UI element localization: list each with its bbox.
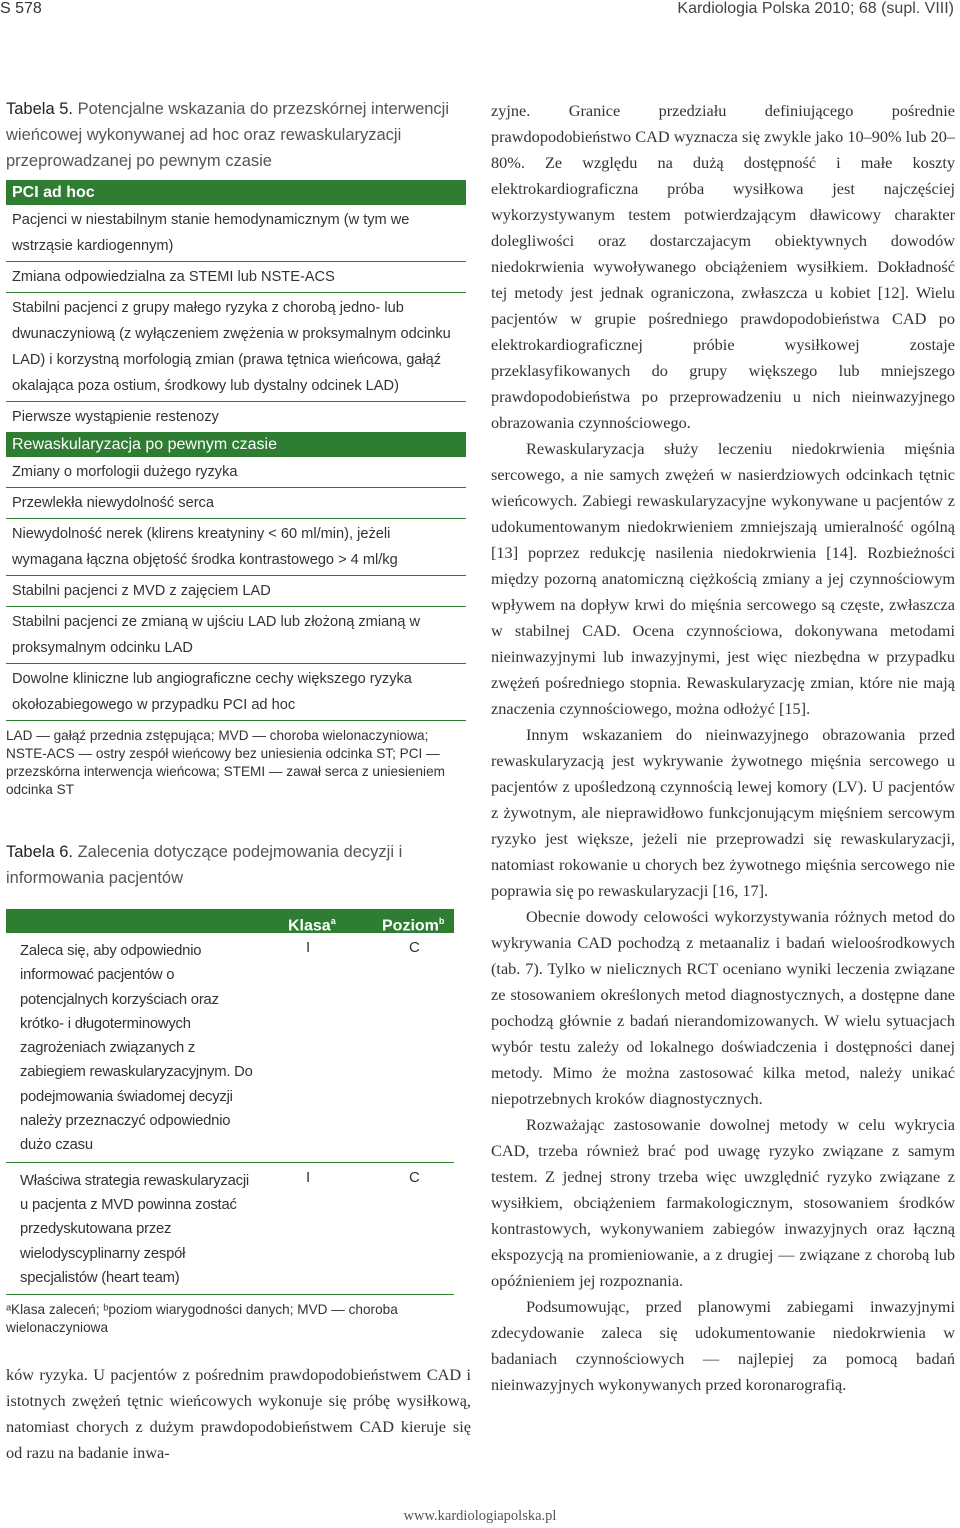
table-row: Zmiany o morfologii dużego ryzyka [12, 464, 238, 480]
column-poziom: Poziom$^b$ [382, 916, 445, 935]
table5-section1-rows [6, 205, 466, 432]
klasa-value: I [306, 939, 311, 956]
table6 [6, 909, 454, 1295]
journal-citation: Kardiologia Polska 2010; 68 (supl. VIII) [677, 0, 954, 17]
table-row: Stabilni pacjenci z MVD z zajęciem LAD [6, 575, 466, 606]
table5-section-delayed: Rewaskularyzacja po pewnym czasie [6, 432, 466, 457]
table6-caption [6, 839, 466, 891]
table5-section-pci-ad-hoc: PCI ad hoc [6, 180, 466, 205]
table5-caption-text: Potencjalne wskazania do przezskórnej interwencji wieńcowej wykonywanej ad hoc oraz rewaskularyzacji przeprowadzanej po pewnym czasie [6, 100, 450, 170]
table-row: Pacjenci w niestabilnym stanie hemodynamicznym (w tym we wstrząsie kardiogennym) [12, 212, 410, 254]
recommendation-text: Właściwa strategia rewaskularyzacji u pacjenta z MVD powinna zostać przedyskutowana przez wielodyscyplinarny zespół specjalistów (heart team) [20, 1172, 249, 1286]
table-row [6, 933, 454, 1163]
left-body-text [6, 1362, 471, 1466]
table-row [6, 1163, 454, 1294]
table5-section2-rows [6, 457, 466, 720]
paragraph: zyjne. Granice przedziału definiującego pośrednie prawdopodobieństwo CAD wyznacza się zwykle jako 10–90% lub 20–80%. Ze względu na dużą dostępność i małe koszty elektrokardiograficzna próba wysiłkowa jest najczęściej wykorzystywanym testem potwierdzającym dławicowy charakter dolegliwości oraz dostarczajacym obiektywnych dowodów niedokrwienia wywoływanego obciążeniem wysiłkiem. Dokładność tej metody jest jednak ograniczona, zwłaszcza u kobiet [12]. Wielu pacjentów w grupie pośredniego prawdopodobieństwa CAD po elektrokardiograficznej próbie wysiłkowej zostaje przeklasyfikowanych do grupy większego lub mniejszego prawdopodobieństwa po przeprowadzeniu u nich nieinwazyjnego obrazowania czynnościowego. [491, 101, 955, 432]
table6-label: Tabela 6. [6, 843, 73, 861]
table5-footnote: LAD — gałąź przednia zstępująca; MVD — choroba wielonaczyniowa; NSTE-ACS — ostry zespół wieńcowy bez uniesienia odcinka ST; PCI — przezskórna interwencja wieńcowa; STEMI — zawał serca z uniesieniem odcinka ST [6, 728, 445, 797]
table-row: Przewlekła niewydolność serca [6, 487, 466, 518]
table-row: Stabilni pacjenci z grupy małego ryzyka z chorobą jedno- lub dwunaczyniową (z wyłączeniem zwężenia w proksymalnym odcinku LAD) i korzystną morfologią zmian (prawa tętnica wieńcowa, gałąź okalająca poza ostium, środkowy lub dystalny odcinek LAD) [6, 292, 466, 401]
table-row: Stabilni pacjenci ze zmianą w ujściu LAD lub złożoną zmianą w proksymalnym odcinku LAD [6, 606, 466, 663]
table5-label: Tabela 5. [6, 100, 73, 118]
left-column [6, 96, 466, 1337]
recommendation-text: Zaleca się, aby odpowiednio informować pacjentów o potencjalnych korzyściach oraz krótko- i długoterminowych zagrożeniach związanych z zabiegiem rewaskularyzacyjnym. Do podejmowania świadomej decyzji należy przeznaczyć odpowiednio dużo czasu [20, 943, 253, 1154]
paragraph: ków ryzyka. U pacjentów z pośrednim prawdopodobieństwem CAD i istotnych zwężeń tętnic wieńcowych wykonuje się próbę wysiłkową, natomiast chorych z dużym prawdopodobieństwem CAD kieruje się od razu na badanie inwa- [6, 1365, 471, 1462]
table-row: Zmiana odpowiedzialna za STEMI lub NSTE-ACS [6, 261, 466, 292]
paragraph: Podsumowując, przed planowymi zabiegami inwazyjnymi zdecydowanie zaleca się udokumentowanie niedokrwienia w badaniach czynnościowych — najlepiej za pomocą badań nieinwazyjnych wykonywanych przed koronarografią. [491, 1297, 955, 1394]
table-row: Niewydolność nerek (klirens kreatyniny < 60 ml/min), jeżeli wymagana łączna objętość środka kontrastowego > 4 ml/kg [6, 518, 466, 575]
footer-url: www.kardiologiapolska.pl [403, 1508, 557, 1524]
right-column [491, 98, 955, 1398]
table5 [6, 180, 466, 721]
poziom-value: C [409, 1168, 420, 1186]
page-header [0, 0, 960, 22]
page-number: S 578 [0, 0, 42, 17]
table6-footnote: ᵃKlasa zaleceń; ᵇpoziom wiarygodności danych; MVD — choroba wielonaczyniowa [6, 1302, 398, 1336]
table-row: Pierwsze wystąpienie restenozy [6, 401, 466, 432]
paragraph: Innym wskazaniem do nieinwazyjnego obrazowania przed rewaskularyzacją jest wykrywanie żywotnego mięśnia sercowego u pacjentów z upośledzoną czynnością lewej komory (LV). U pacjentów z żywotnym, ale nieprawidłowo funkcjonującym mięśniem sercowym ryzyko jest większe, jeżeli nie przeprowadzi się rewaskularyzacji, natomiast rokowanie u chorych bez żywotnego mięśnia sercowego nie poprawia się po rewaskularyzacji [16, 17]. [491, 725, 955, 900]
paragraph: Obecnie dowody celowości wykorzystywania różnych metod do wykrywania CAD pochodzą z metaanaliz i badań wieloośrodkowych (tab. 7). Tylko w nielicznych RCT oceniano wyniki leczenia związane ze stosowaniem określonych metod diagnostycznych, a dostępne dane pochodzą głównie z badań nierandomizowanych. W wielu sytuacjach wybór testu zależy od lokalnego doświadczenia i dostępności danej metody. Mimo że można zastosować kilka metod, należy unikać niepotrzebnych kroków diagnostycznych. [491, 907, 955, 1108]
table6-caption-text: Zalecenia dotyczące podejmowania decyzji i informowania pacjentów [6, 843, 403, 887]
table6-header [6, 909, 454, 933]
klasa-value: I [306, 1168, 311, 1186]
table-row: Dowolne kliniczne lub angiograficzne cechy większego ryzyka okołozabiegowego w przypadku PCI ad hoc [6, 663, 466, 720]
paragraph: Rewaskularyzacja służy leczeniu niedokrwienia mięśnia sercowego, a nie samych zwężeń w nasierdziowych odcinkach tętnic wieńcowych. Zabiegi rewaskularyzacyjne wykonywane u pacjentów z udokumentowanym niedokrwieniem zmniejszają umieralność ogólną [13] poprzez redukcję nasilenia niedokrwienia [14]. Rozbieżności między pozorną anatomiczną ciężkością zmiany a jej czynnościowym wpływem na dopływ krwi do mięśnia sercowego są częste, zwłaszcza w stabilnej CAD. Ocena czynnościowa, dokonywana metodami nieinwazyjnymi lub inwazyjnymi, jest więc niezbędna w przypadku zwężeń pośredniego stopnia. Rewaskularyzację zmian, które nie mają znaczenia czynnościowego, można odłożyć [15]. [491, 439, 955, 718]
column-klasa: Klasa$^a$ [288, 916, 336, 935]
poziom-value: C [409, 939, 420, 956]
table5-caption [6, 96, 466, 174]
paragraph: Rozważając zastosowanie dowolnej metody w celu wykrycia CAD, trzeba również brać pod uwagę ryzyko związane z samym testem. Z jednej strony trzeba więc uwzględnić ryzyko związane z wysiłkiem, obciążeniem farmakologicznym, stosowaniem środków kontrastowych, wykonywaniem zabiegów inwazyjnych oraz łączną ekspozycją na promieniowanie, a z drugiej — związane z chorobą lub opóźnieniem jej rozpoznania. [491, 1115, 955, 1290]
